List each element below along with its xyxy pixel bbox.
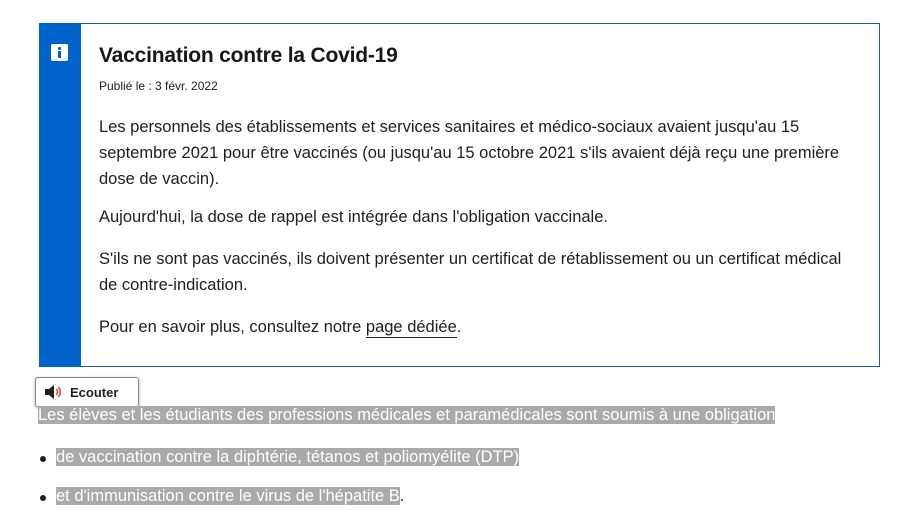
info-notice (39, 23, 880, 367)
notice-accent-stripe (39, 23, 81, 367)
listen-button[interactable] (35, 377, 139, 407)
more-info-prefix: Pour en savoir plus, consultez notre (99, 318, 366, 336)
list-item-suffix: . (399, 487, 405, 505)
obligation-intro (38, 404, 775, 426)
info-icon (51, 44, 68, 61)
list-item (38, 446, 519, 468)
list-item (38, 485, 519, 507)
listen-button-label: Ecouter (70, 384, 119, 400)
notice-paragraph: S'ils ne sont pas vaccinés, ils doivent présenter un certificat de rétablissement ou un certificat médical de contre-indication. (99, 250, 842, 294)
bullet-dot (40, 495, 46, 501)
notice-title: Vaccination contre la Covid-19 (99, 44, 398, 67)
bullet-dot (40, 456, 46, 462)
obligation-list (38, 446, 519, 524)
speaker-icon (44, 384, 64, 400)
highlighted-text: et d'immunisation contre le virus de l'hépatite B (56, 487, 400, 505)
highlighted-text: Les élèves et les étudiants des professions médicales et paramédicales sont soumis à une obligation (38, 406, 776, 424)
notice-paragraph: Les personnels des établissements et services sanitaires et médico-sociaux avaient jusqu'au 15 septembre 2021 pour être vaccinés (ou jusqu'au 15 octobre 2021 s'ils avaient déjà reçu une première dose de vaccin). (99, 118, 840, 188)
notice-paragraph: Aujourd'hui, la dose de rappel est intégrée dans l'obligation vaccinale. (99, 208, 608, 226)
dedicated-page-link[interactable]: page dédiée (365, 318, 457, 336)
highlighted-text: de vaccination contre la diphtérie, tétanos et poliomyélite (DTP) (56, 448, 520, 466)
more-info-suffix: . (456, 318, 462, 336)
notice-publish-date: Publié le : 3 févr. 2022 (99, 79, 218, 93)
notice-more-info (99, 314, 859, 340)
